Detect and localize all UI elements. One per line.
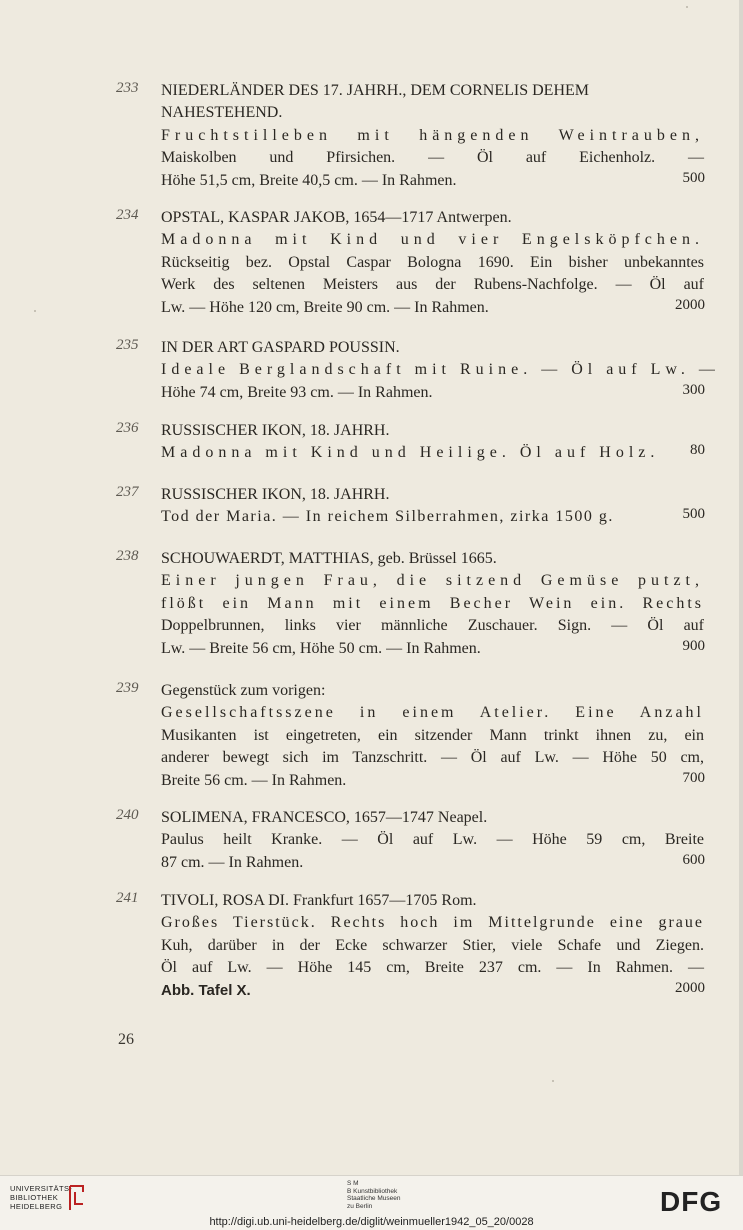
- entry-heading: NIEDERLÄNDER DES 17. JAHRH., DEM CORNELIS DEHEM: [161, 82, 589, 99]
- entry-number: 233: [116, 80, 139, 96]
- entry-text: Kuh, darüber in der Ecke schwarzer Stier, viele Schafe und Ziegen.: [161, 937, 704, 954]
- entry-title: Gesellschaftsszene in einem Atelier. Eine Anzahl: [161, 704, 704, 721]
- entry-heading: OPSTAL, KASPAR JAKOB, 1654—1717 Antwerpen.: [161, 209, 512, 226]
- entry-price: 300: [682, 382, 705, 398]
- entry-title: Tod der Maria. — In reichem Silberrahmen, zirka 1500 g.: [161, 508, 614, 525]
- entry-title: Madonna mit Kind und Heilige. Öl auf Holz.: [161, 444, 660, 461]
- entry-price: 500: [682, 506, 705, 522]
- entry-heading: RUSSISCHER IKON, 18. JAHRH.: [161, 486, 390, 503]
- paper-speck: [552, 1080, 554, 1082]
- paper-speck: [686, 6, 688, 8]
- entry-number: 236: [116, 420, 139, 436]
- entry-text: Musikanten ist eingetreten, ein sitzender Mann trinkt ihnen zu, ein: [161, 727, 704, 744]
- entry-text: Rückseitig bez. Opstal Caspar Bologna 1690. Ein bisher unbekanntes: [161, 254, 704, 271]
- page-number: 26: [118, 1031, 134, 1048]
- entry-title: Einer jungen Frau, die sitzend Gemüse putzt,: [161, 572, 704, 589]
- entry-price: 500: [682, 170, 705, 186]
- entry-number: 235: [116, 337, 139, 353]
- museum-stamp: S M B Kunstbibliothek Staatliche Museen zu Berlin: [347, 1180, 401, 1210]
- entry-price: 80: [690, 442, 705, 458]
- entry-heading: RUSSISCHER IKON, 18. JAHRH.: [161, 422, 390, 439]
- footer-bar: [0, 1175, 743, 1230]
- entry-text: Lw. — Breite 56 cm, Höhe 50 cm. — In Rahmen.: [161, 640, 481, 657]
- entry-text: Höhe 51,5 cm, Breite 40,5 cm. — In Rahmen.: [161, 172, 457, 189]
- entry-price: 700: [682, 770, 705, 786]
- entry-title: Ideale Berglandschaft mit Ruine. — Öl auf Lw. —: [161, 361, 720, 378]
- library-logo-icon: [67, 1184, 87, 1212]
- page-edge: [739, 0, 743, 1175]
- entry-heading: TIVOLI, ROSA DI. Frankfurt 1657—1705 Rom.: [161, 892, 477, 909]
- plate-reference: Abb. Tafel X.: [161, 982, 251, 999]
- entry-text: 87 cm. — In Rahmen.: [161, 854, 304, 871]
- entry-number: 234: [116, 207, 139, 223]
- entry-heading-cont: NAHESTEHEND.: [161, 104, 283, 121]
- dfg-logo: DFG: [660, 1186, 723, 1217]
- source-url-link[interactable]: http://digi.ub.uni-heidelberg.de/diglit/weinmueller1942_05_20/0028: [209, 1216, 534, 1228]
- entry-title: Paulus heilt Kranke. — Öl auf Lw. — Höhe 59 cm, Breite: [161, 831, 704, 848]
- entry-heading: SOLIMENA, FRANCESCO, 1657—1747 Neapel.: [161, 809, 488, 826]
- entry-text: anderer bewegt sich im Tanzschritt. — Öl auf Lw. — Höhe 50 cm,: [161, 749, 704, 766]
- library-name: UNIVERSITÄTS- BIBLIOTHEK HEIDELBERG: [10, 1184, 73, 1211]
- entry-title: Großes Tierstück. Rechts hoch im Mittelgrunde eine graue: [161, 914, 704, 931]
- entry-price: 900: [682, 638, 705, 654]
- entry-heading: Gegenstück zum vorigen:: [161, 682, 326, 699]
- entry-price: 2000: [675, 297, 705, 313]
- entry-number: 239: [116, 680, 139, 696]
- entry-heading: SCHOUWAERDT, MATTHIAS, geb. Brüssel 1665.: [161, 550, 497, 567]
- entry-title: Fruchtstilleben mit hängenden Weintrauben,: [161, 127, 704, 144]
- entry-text: Werk des seltenen Meisters aus der Rubens-Nachfolge. — Öl auf: [161, 276, 704, 293]
- entry-text: Breite 56 cm. — In Rahmen.: [161, 772, 347, 789]
- entry-title: Madonna mit Kind und vier Engelsköpfchen.: [161, 231, 704, 248]
- entry-title-cont: flößt ein Mann mit einem Becher Wein ein. Rechts: [161, 595, 704, 612]
- entry-number: 241: [116, 890, 139, 906]
- entry-text: Maiskolben und Pfirsichen. — Öl auf Eichenholz. —: [161, 149, 704, 166]
- paper-speck: [34, 310, 36, 312]
- entry-text: Höhe 74 cm, Breite 93 cm. — In Rahmen.: [161, 384, 433, 401]
- entry-heading: IN DER ART GASPARD POUSSIN.: [161, 339, 400, 356]
- entry-price: 2000: [675, 980, 705, 996]
- entry-number: 238: [116, 548, 139, 564]
- entry-price: 600: [682, 852, 705, 868]
- entry-number: 237: [116, 484, 139, 500]
- entry-text: Lw. — Höhe 120 cm, Breite 90 cm. — In Rahmen.: [161, 299, 489, 316]
- entry-text: Doppelbrunnen, links vier männliche Zuschauer. Sign. — Öl auf: [161, 617, 704, 634]
- entry-text: Öl auf Lw. — Höhe 145 cm, Breite 237 cm. — In Rahmen. —: [161, 959, 704, 976]
- entry-number: 240: [116, 807, 139, 823]
